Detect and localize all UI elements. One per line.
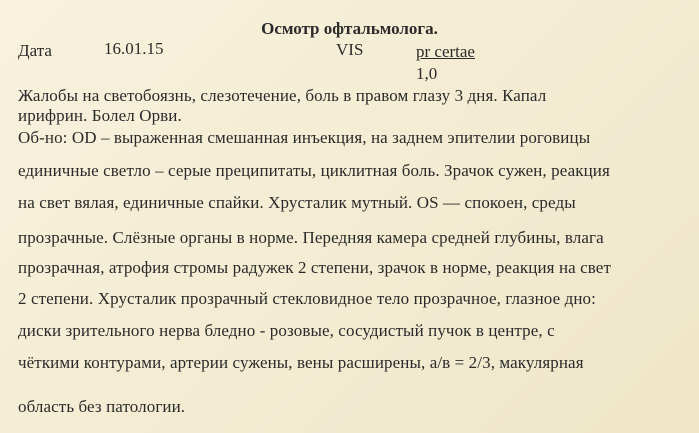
- exam-line: прозрачные. Слёзные органы в норме. Передняя камера средней глубины, влага: [18, 228, 604, 247]
- exam-line: на свет вялая, единичные спайки. Хрусталик мутный. OS — спокоен, среды: [18, 193, 576, 212]
- vis-label: VIS: [336, 40, 364, 59]
- date-label: Дата: [18, 41, 52, 60]
- exam-line: 2 степени. Хрусталик прозрачный стекловидное тело прозрачное, глазное дно:: [18, 289, 596, 308]
- exam-line: чёткими контурами, артерии сужены, вены расширены, а/в = 2/3, макулярная: [18, 353, 584, 372]
- exam-line: Об-но: OD – выраженная смешанная инъекция, на заднем эпителии роговицы: [18, 128, 591, 147]
- exam-line: область без патологии.: [18, 397, 186, 416]
- exam-line: прозрачная, атрофия стромы радужек 2 степени, зрачок в норме, реакция на свет: [18, 258, 611, 277]
- exam-line: единичные светло – серые преципитаты, циклитная боль. Зрачок сужен, реакция: [18, 161, 610, 180]
- exam-line: диски зрительного нерва бледно - розовые, сосудистый пучок в центре, с: [18, 321, 555, 340]
- document-title: Осмотр офтальмолога.: [261, 19, 438, 38]
- vis-value: 1,0: [416, 64, 438, 83]
- date-value: 16.01.15: [104, 39, 164, 58]
- vis-correction: pr certae: [416, 42, 475, 61]
- complaints-line: Жалобы на светобоязнь, слезотечение, боль в правом глазу 3 дня. Капал: [18, 86, 547, 105]
- complaints-line: ирифрин. Болел Орви.: [18, 106, 182, 125]
